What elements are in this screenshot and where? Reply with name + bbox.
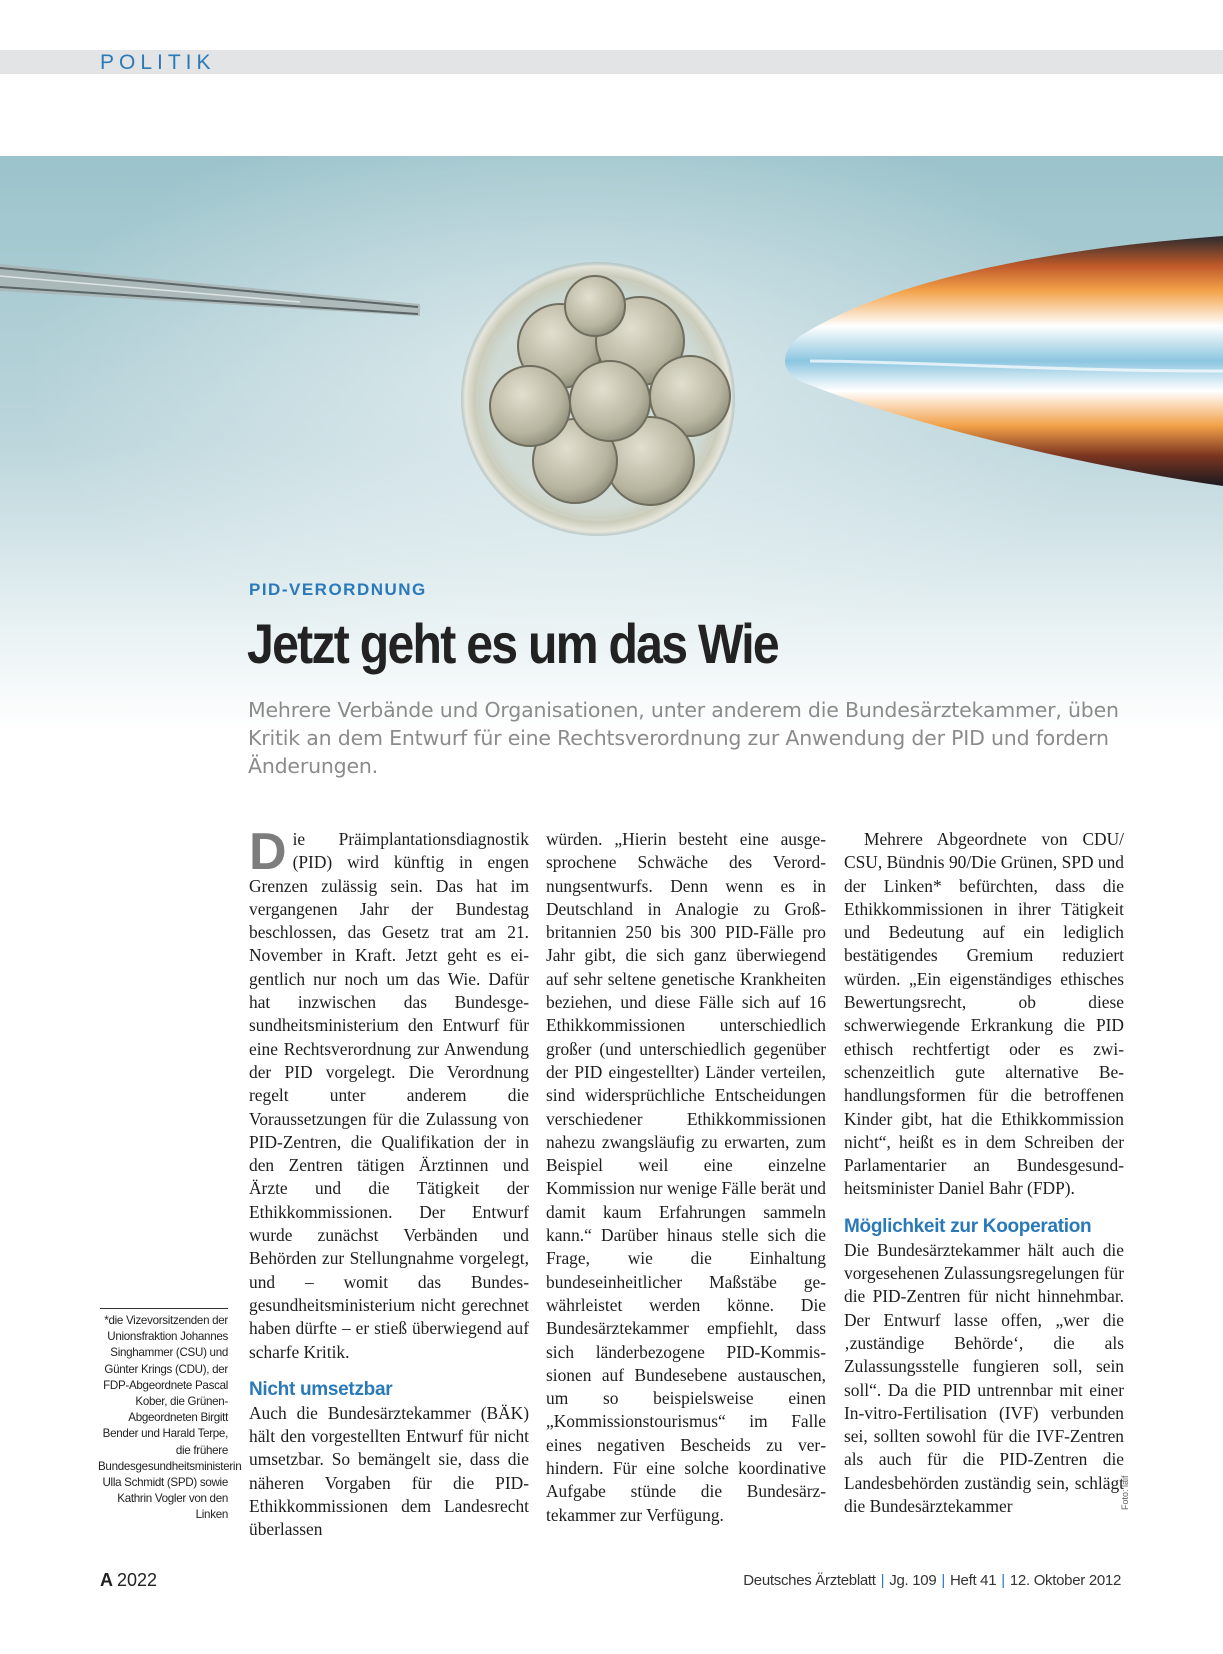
drop-cap: D: [249, 823, 287, 881]
journal-info: [743, 1572, 1121, 1589]
column-1: [249, 823, 529, 1542]
article-lead: Mehrere Verbände und Organisationen, unter anderem die Bundesärztekammer, üben Kritik an dem Entwurf für eine Rechtsverordnung zur Anwendung der PID und fordern Änderungen.: [248, 698, 1119, 778]
paragraph: Mehrere Abgeordnete von CDU/ CSU, Bündnis 90/Die Grünen, SPD und der Linken* befürchten, dass die Ethikkommissionen in ihrer Tätigkeit und Bedeutung auf ein lediglich bestätigendes Gremium reduziert würden. „Ein eigenständiges ethisches Bewertungsrecht, ob diese schwerwiegende Erkrankung die PID ethisch rechtfertigt oder es zwischenzeitlich gute alternative Behandlungsformen für die betroffenen Kinder gibt, hat die Ethikkommission nicht“, heißt es in dem Schreiben der Parlamentarier an Bundesgesundheitsminister Daniel Bahr (FDP).: [844, 829, 1124, 1199]
column-2: [546, 828, 826, 1527]
page-prefix: A: [100, 1570, 113, 1590]
footnote: *die Vizevorsitzenden der Unionsfraktion Johannes Singhammer (CSU) und Günter Krings (CDU), der FDP-Abgeordnete Pascal Kober, die Grünen-Abgeordneten Birgitt Bender und Harald Terpe, die frühere Bundesgesundheitsministerin Ulla Schmidt (SPD) sowie Kathrin Vogler von den Linken: [98, 1314, 242, 1522]
paragraph: [249, 823, 529, 1364]
journal-name: Deutsches Ärzteblatt: [743, 1572, 876, 1589]
article-title: Jetzt geht es um das Wie: [247, 612, 778, 675]
separator: |: [1001, 1572, 1005, 1589]
article-kicker: PID-VERORDNUNG: [249, 580, 427, 599]
paragraph: Die Bundesärztekammer hält auch die vorgesehenen Zulassungsregelungen für die PID-Zentren für nicht hinnehmbar. Der Entwurf lasse offen, „wer die ‚zuständige Behörde‘, die als Zulassungsstelle fungieren soll, sein soll“. Da die PID untrennbar mit einer In-vitro-Fertilisation (IVF) verbunden sei, sollten sowohl für die IVF-Zentren als auch für die PID-Zentren die Landesbehörden zuständig sein, schlägt die Bundesärztekammer: [844, 1239, 1124, 1517]
paragraph: Auch die Bundesärztekammer (BÄK) hält den vorgestellten Entwurf für nicht umsetzbar. So bemängelt sie, dass die näheren Vorgaben für die PID-Ethikkommissionen dem Landesrecht überlassen: [249, 1402, 529, 1540]
separator: |: [941, 1572, 945, 1589]
photo-credit: Foto: laif: [1120, 1475, 1130, 1510]
footnote-rule: [100, 1308, 228, 1309]
page-number: [100, 1570, 157, 1591]
journal-issue: Heft 41: [950, 1572, 997, 1589]
page-number-value: 2022: [117, 1570, 158, 1590]
subheading: Möglichkeit zur Kooperation: [844, 1215, 1092, 1237]
column-3: [844, 828, 1124, 1518]
journal-date: 12. Oktober 2012: [1009, 1572, 1121, 1589]
subheading: Nicht umsetzbar: [249, 1378, 393, 1400]
separator: |: [880, 1572, 885, 1589]
section-label: POLITIK: [100, 51, 216, 74]
journal-volume: Jg. 109: [889, 1572, 937, 1589]
paragraph: würden. „Hierin besteht eine ausgesprochene Schwäche des Verordnungsentwurfs. Denn wenn es in Deutschland in Analogie zu Großbritannien 250 bis 300 PID-Fälle pro Jahr gibt, die sich ganz überwiegend auf sehr seltene genetische Krankheiten beziehen, und diese Fälle sich auf 16 Ethikkommissionen unterschiedlich großer (und unterschiedlich gegenüber der PID eingestellter) Länder verteilen, sind widersprüchliche Entscheidungen verschiedener Ethikkommissionen nahezu zwangsläufig zu erwarten, zum Beispiel weil eine einzelne Kommission nur wenige Fälle berät und damit kaum Erfahrungen sammeln kann.“ Darüber hinaus stelle sich die Frage, wie die Einhaltung bundeseinheitlicher Maßstäbe gewährleistet werden könne. Die Bundesärztekammer empfiehlt, dass sich länderbezogene PID-Kommissionen auf Bundesebene austauschen, um so beispielsweise einen „Kommissionstourismus“ im Falle eines negativen Bescheids zu verhindern. Für eine solche koordinative Aufgabe stünde die Bundesärztekammer zur Verfügung.: [546, 829, 826, 1525]
paragraph-text: ie Präimplantationsdiagnostik (PID) wird künftig in engen Grenzen zulässig sein. Das hat im vergangenen Jahr der Bundestag beschlossen, das Gesetz trat am 21. November in Kraft. Jetzt geht es eigentlich nur noch um das Wie. Dafür hat inzwischen das Bundesgesundheitsministerium den Entwurf für eine Rechtsverordnung zur Anwendung der PID vorgelegt. Die Verordnung regelt unter anderem die Voraussetzungen für die Zulassung von PID-Zentren, die Qualifikation der in den Zentren tätigen Ärztinnen und Ärzte und die Tätigkeit der Ethikkommissionen. Der Entwurf wurde zunächst Verbänden und Behörden zur Stellungnahme vorgelegt, und – womit das Bundesgesundheitsministerium nicht gerechnet haben dürfte – er stieß überwiegend auf scharfe Kritik.: [249, 829, 529, 1362]
